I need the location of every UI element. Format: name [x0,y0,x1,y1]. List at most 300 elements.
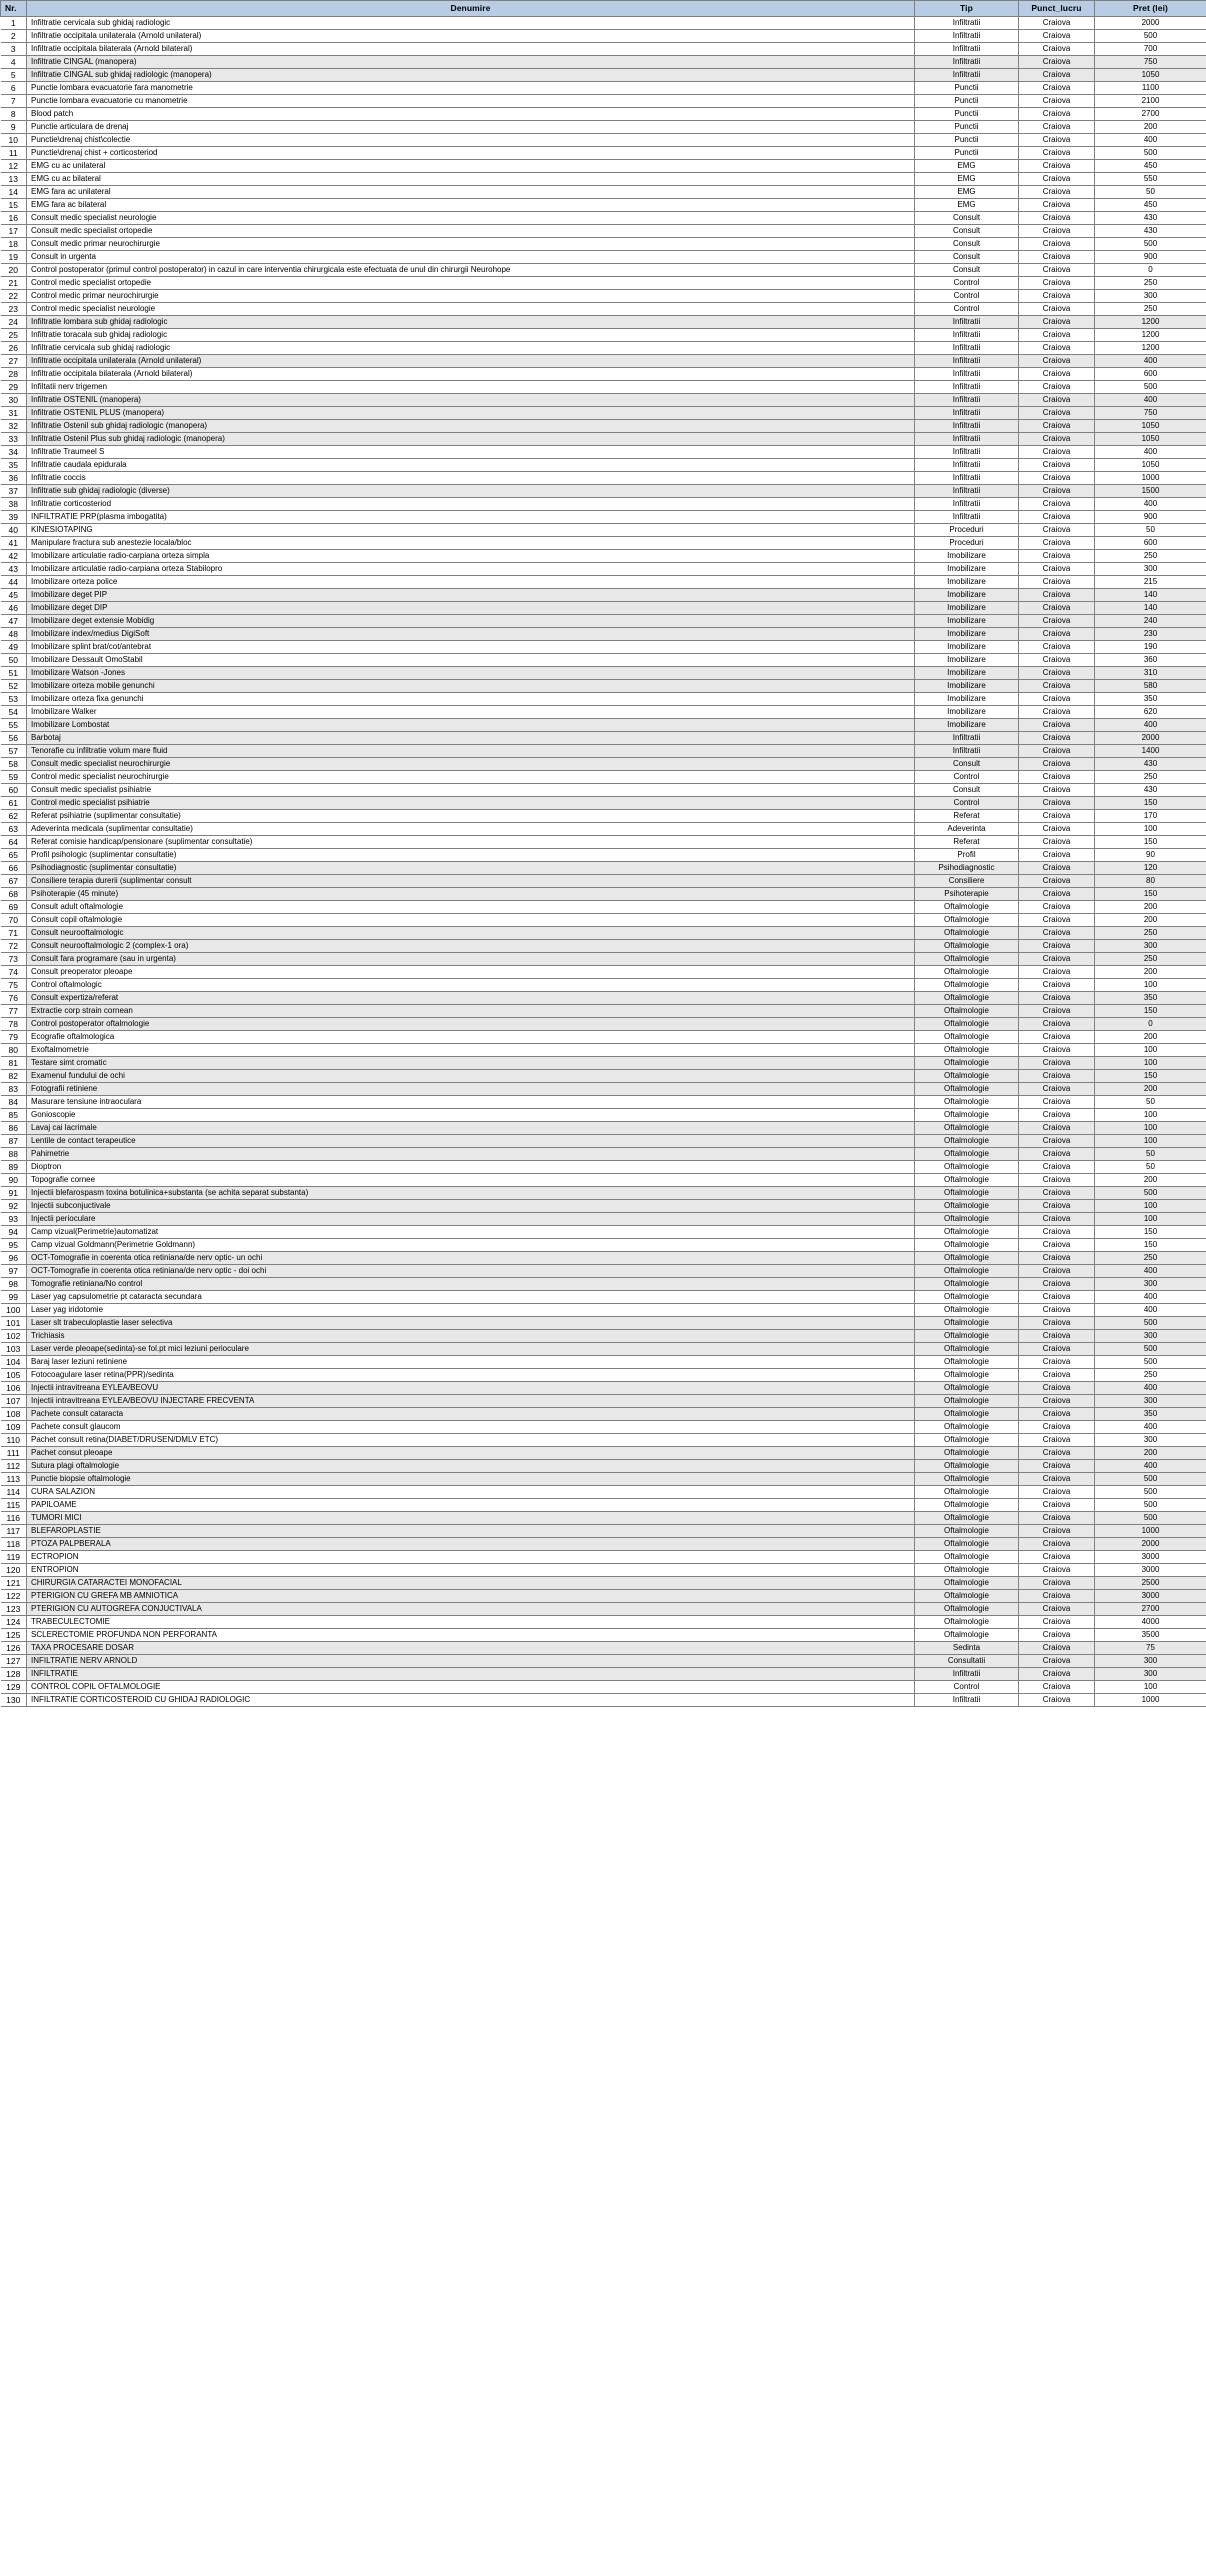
cell-tip: Imobilizare [915,628,1019,641]
cell-pret: 400 [1095,134,1206,147]
cell-tip: Proceduri [915,537,1019,550]
cell-tip: Imobilizare [915,667,1019,680]
cell-punct-lucru: Craiova [1019,1265,1095,1278]
cell-nr: 88 [1,1148,27,1161]
cell-nr: 12 [1,160,27,173]
cell-denumire: Control postoperator oftalmologie [27,1018,915,1031]
cell-nr: 9 [1,121,27,134]
table-row [1,82,1206,95]
cell-nr: 108 [1,1408,27,1421]
table-row [1,615,1206,628]
cell-denumire: Testare simt cromatic [27,1057,915,1070]
cell-denumire: Consult neurooftalmologic [27,927,915,940]
cell-tip: Consult [915,225,1019,238]
cell-tip: Oftalmologie [915,927,1019,940]
table-row [1,979,1206,992]
cell-pret: 580 [1095,680,1206,693]
cell-denumire: Imobilizare deget PIP [27,589,915,602]
cell-nr: 66 [1,862,27,875]
cell-pret: 100 [1095,1681,1206,1694]
table-row [1,485,1206,498]
table-row [1,745,1206,758]
table-row [1,173,1206,186]
cell-pret: 1050 [1095,459,1206,472]
cell-pret: 100 [1095,1122,1206,1135]
cell-pret: 500 [1095,1343,1206,1356]
cell-nr: 48 [1,628,27,641]
cell-denumire: Masurare tensiune intraoculara [27,1096,915,1109]
cell-nr: 43 [1,563,27,576]
cell-denumire: Infiltratie cervicala sub ghidaj radiologic [27,342,915,355]
cell-denumire: Pachet consult retina(DIABET/DRUSEN/DMLV ETC) [27,1434,915,1447]
cell-nr: 10 [1,134,27,147]
cell-punct-lucru: Craiova [1019,1057,1095,1070]
cell-tip: Oftalmologie [915,979,1019,992]
cell-denumire: Infiltratie corticosteriod [27,498,915,511]
table-row [1,1421,1206,1434]
cell-nr: 70 [1,914,27,927]
cell-tip: Consiliere [915,875,1019,888]
cell-pret: 1000 [1095,1694,1206,1707]
cell-tip: Referat [915,810,1019,823]
table-row [1,1018,1206,1031]
cell-tip: Oftalmologie [915,1330,1019,1343]
cell-punct-lucru: Craiova [1019,1382,1095,1395]
cell-punct-lucru: Craiova [1019,1239,1095,1252]
cell-nr: 22 [1,290,27,303]
cell-pret: 450 [1095,199,1206,212]
table-row [1,1031,1206,1044]
cell-nr: 13 [1,173,27,186]
cell-denumire: Pachet consut pleoape [27,1447,915,1460]
cell-pret: 500 [1095,1356,1206,1369]
cell-punct-lucru: Craiova [1019,1642,1095,1655]
cell-nr: 6 [1,82,27,95]
table-row [1,1122,1206,1135]
cell-denumire: Imobilizare deget extensie Mobidig [27,615,915,628]
table-row [1,680,1206,693]
cell-nr: 16 [1,212,27,225]
cell-tip: Oftalmologie [915,1109,1019,1122]
cell-punct-lucru: Craiova [1019,69,1095,82]
table-row [1,1317,1206,1330]
cell-punct-lucru: Craiova [1019,1187,1095,1200]
cell-punct-lucru: Craiova [1019,1109,1095,1122]
cell-tip: Adeverinta [915,823,1019,836]
cell-pret: 200 [1095,901,1206,914]
cell-pret: 50 [1095,1096,1206,1109]
cell-tip: Oftalmologie [915,1551,1019,1564]
table-row [1,1486,1206,1499]
cell-punct-lucru: Craiova [1019,134,1095,147]
cell-pret: 100 [1095,823,1206,836]
cell-denumire: Imobilizare splint brat/cot/antebrat [27,641,915,654]
cell-tip: Oftalmologie [915,1187,1019,1200]
cell-denumire: Imobilizare articulatie radio-carpiana orteza Stabilopro [27,563,915,576]
table-row [1,225,1206,238]
cell-pret: 3000 [1095,1564,1206,1577]
cell-nr: 101 [1,1317,27,1330]
cell-tip: Oftalmologie [915,1226,1019,1239]
cell-denumire: Infiltratie occipitala unilaterala (Arnold unilateral) [27,355,915,368]
table-row [1,602,1206,615]
cell-punct-lucru: Craiova [1019,745,1095,758]
cell-punct-lucru: Craiova [1019,1044,1095,1057]
cell-nr: 130 [1,1694,27,1707]
cell-tip: Oftalmologie [915,1525,1019,1538]
cell-punct-lucru: Craiova [1019,82,1095,95]
cell-nr: 79 [1,1031,27,1044]
cell-nr: 26 [1,342,27,355]
table-body [1,17,1206,1707]
cell-tip: Consultatii [915,1655,1019,1668]
table-row [1,69,1206,82]
cell-denumire: EMG fara ac bilateral [27,199,915,212]
cell-nr: 81 [1,1057,27,1070]
cell-denumire: BLEFAROPLASTIE [27,1525,915,1538]
table-row [1,1525,1206,1538]
cell-punct-lucru: Craiova [1019,1616,1095,1629]
cell-nr: 118 [1,1538,27,1551]
cell-tip: Oftalmologie [915,1005,1019,1018]
cell-pret: 400 [1095,1382,1206,1395]
cell-tip: Infiltratii [915,43,1019,56]
cell-nr: 96 [1,1252,27,1265]
cell-pret: 200 [1095,1031,1206,1044]
cell-nr: 84 [1,1096,27,1109]
table-row [1,1213,1206,1226]
cell-nr: 116 [1,1512,27,1525]
cell-nr: 41 [1,537,27,550]
cell-punct-lucru: Craiova [1019,1226,1095,1239]
cell-punct-lucru: Craiova [1019,498,1095,511]
cell-punct-lucru: Craiova [1019,433,1095,446]
cell-pret: 1100 [1095,82,1206,95]
cell-tip: Infiltratii [915,745,1019,758]
cell-pret: 2100 [1095,95,1206,108]
cell-tip: Oftalmologie [915,1018,1019,1031]
cell-denumire: KINESIOTAPING [27,524,915,537]
cell-denumire: Injectii intravitreana EYLEA/BEOVU [27,1382,915,1395]
cell-tip: Consult [915,264,1019,277]
cell-denumire: Fotocoagulare laser retina(PPR)/sedinta [27,1369,915,1382]
cell-punct-lucru: Craiova [1019,667,1095,680]
cell-pret: 300 [1095,1668,1206,1681]
table-row [1,849,1206,862]
column-header-tip: Tip [915,1,1019,17]
cell-denumire: Pachete consult glaucom [27,1421,915,1434]
cell-pret: 3500 [1095,1629,1206,1642]
cell-denumire: Punctie\drenaj chist + corticosteriod [27,147,915,160]
cell-pret: 500 [1095,30,1206,43]
cell-denumire: Sutura plagi oftalmologie [27,1460,915,1473]
cell-punct-lucru: Craiova [1019,225,1095,238]
cell-denumire: Punctie lombara evacuatorie cu manometrie [27,95,915,108]
cell-pret: 75 [1095,1642,1206,1655]
cell-nr: 106 [1,1382,27,1395]
cell-denumire: Imobilizare deget DIP [27,602,915,615]
cell-nr: 28 [1,368,27,381]
cell-tip: Oftalmologie [915,953,1019,966]
cell-pret: 190 [1095,641,1206,654]
cell-denumire: TRABECULECTOMIE [27,1616,915,1629]
cell-pret: 1050 [1095,420,1206,433]
cell-pret: 900 [1095,511,1206,524]
cell-nr: 57 [1,745,27,758]
cell-denumire: EMG cu ac bilateral [27,173,915,186]
cell-nr: 1 [1,17,27,30]
cell-pret: 750 [1095,56,1206,69]
cell-punct-lucru: Craiova [1019,1486,1095,1499]
cell-tip: EMG [915,173,1019,186]
cell-pret: 1000 [1095,472,1206,485]
table-row [1,1200,1206,1213]
table-row [1,251,1206,264]
table-row [1,1291,1206,1304]
table-row [1,576,1206,589]
table-row [1,888,1206,901]
cell-nr: 129 [1,1681,27,1694]
cell-tip: Oftalmologie [915,1369,1019,1382]
cell-denumire: Injectii intravitreana EYLEA/BEOVU INJECTARE FRECVENTA [27,1395,915,1408]
table-row [1,1603,1206,1616]
table-row [1,966,1206,979]
cell-punct-lucru: Craiova [1019,1629,1095,1642]
cell-tip: Infiltratii [915,420,1019,433]
cell-punct-lucru: Craiova [1019,1525,1095,1538]
cell-tip: Oftalmologie [915,1590,1019,1603]
cell-punct-lucru: Craiova [1019,1668,1095,1681]
cell-denumire: Baraj laser leziuni retiniene [27,1356,915,1369]
cell-punct-lucru: Craiova [1019,1083,1095,1096]
cell-pret: 400 [1095,1304,1206,1317]
cell-denumire: Trichiasis [27,1330,915,1343]
cell-tip: Oftalmologie [915,1278,1019,1291]
cell-tip: Oftalmologie [915,1252,1019,1265]
cell-tip: Imobilizare [915,576,1019,589]
table-row [1,524,1206,537]
cell-nr: 85 [1,1109,27,1122]
cell-nr: 40 [1,524,27,537]
cell-denumire: Imobilizare Watson -Jones [27,667,915,680]
cell-denumire: Consult expertiza/referat [27,992,915,1005]
cell-nr: 120 [1,1564,27,1577]
cell-tip: Oftalmologie [915,940,1019,953]
cell-denumire: Consult medic specialist psihiatrie [27,784,915,797]
cell-pret: 430 [1095,212,1206,225]
cell-tip: Imobilizare [915,693,1019,706]
table-row [1,1369,1206,1382]
table-row [1,1538,1206,1551]
cell-nr: 20 [1,264,27,277]
table-row [1,199,1206,212]
cell-punct-lucru: Craiova [1019,1200,1095,1213]
cell-nr: 27 [1,355,27,368]
cell-denumire: Examenul fundului de ochi [27,1070,915,1083]
cell-tip: Oftalmologie [915,1382,1019,1395]
cell-punct-lucru: Craiova [1019,732,1095,745]
table-row [1,407,1206,420]
cell-punct-lucru: Craiova [1019,147,1095,160]
cell-denumire: PTOZA PALPBERALA [27,1538,915,1551]
cell-nr: 18 [1,238,27,251]
table-row [1,147,1206,160]
cell-pret: 140 [1095,589,1206,602]
cell-denumire: TUMORI MICI [27,1512,915,1525]
cell-denumire: Punctie biopsie oftalmologie [27,1473,915,1486]
cell-punct-lucru: Craiova [1019,1343,1095,1356]
table-row [1,1265,1206,1278]
cell-nr: 5 [1,69,27,82]
cell-punct-lucru: Craiova [1019,355,1095,368]
cell-denumire: Infiltratie coccis [27,472,915,485]
cell-punct-lucru: Craiova [1019,303,1095,316]
cell-tip: Oftalmologie [915,1265,1019,1278]
cell-pret: 100 [1095,1044,1206,1057]
cell-punct-lucru: Craiova [1019,1213,1095,1226]
cell-punct-lucru: Craiova [1019,1031,1095,1044]
cell-punct-lucru: Craiova [1019,810,1095,823]
cell-pret: 400 [1095,446,1206,459]
table-row [1,1044,1206,1057]
cell-punct-lucru: Craiova [1019,1304,1095,1317]
table-row [1,1343,1206,1356]
cell-nr: 93 [1,1213,27,1226]
cell-denumire: Consult preoperator pleoape [27,966,915,979]
cell-pret: 150 [1095,1239,1206,1252]
cell-tip: Oftalmologie [915,1083,1019,1096]
cell-tip: Punctii [915,134,1019,147]
cell-nr: 54 [1,706,27,719]
cell-tip: Oftalmologie [915,1304,1019,1317]
cell-denumire: Punctie lombara evacuatorie fara manometrie [27,82,915,95]
cell-pret: 500 [1095,1486,1206,1499]
cell-tip: Oftalmologie [915,1096,1019,1109]
cell-denumire: CURA SALAZION [27,1486,915,1499]
cell-denumire: Camp vizual Goldmann(Perimetrie Goldmann) [27,1239,915,1252]
table-row [1,940,1206,953]
table-row [1,43,1206,56]
cell-pret: 1050 [1095,69,1206,82]
cell-denumire: Dioptron [27,1161,915,1174]
cell-punct-lucru: Craiova [1019,602,1095,615]
cell-nr: 4 [1,56,27,69]
cell-punct-lucru: Craiova [1019,1330,1095,1343]
table-row [1,1642,1206,1655]
cell-pret: 500 [1095,1512,1206,1525]
cell-tip: Imobilizare [915,550,1019,563]
cell-denumire: OCT-Tomografie in coerenta otica retiniana/de nerv optic- un ochi [27,1252,915,1265]
cell-denumire: Laser slt trabeculoplastie laser selectiva [27,1317,915,1330]
cell-nr: 95 [1,1239,27,1252]
cell-pret: 500 [1095,381,1206,394]
cell-pret: 1400 [1095,745,1206,758]
table-row [1,108,1206,121]
cell-nr: 100 [1,1304,27,1317]
cell-pret: 100 [1095,1200,1206,1213]
table-row [1,303,1206,316]
cell-pret: 500 [1095,1187,1206,1200]
cell-punct-lucru: Craiova [1019,524,1095,537]
cell-punct-lucru: Craiova [1019,407,1095,420]
cell-tip: Control [915,303,1019,316]
cell-tip: Imobilizare [915,641,1019,654]
cell-pret: 300 [1095,1278,1206,1291]
cell-nr: 55 [1,719,27,732]
cell-punct-lucru: Craiova [1019,966,1095,979]
cell-pret: 3000 [1095,1551,1206,1564]
cell-pret: 250 [1095,771,1206,784]
cell-denumire: Infiltratie Ostenil sub ghidaj radiologic (manopera) [27,420,915,433]
cell-punct-lucru: Craiova [1019,251,1095,264]
cell-pret: 750 [1095,407,1206,420]
cell-punct-lucru: Craiova [1019,1161,1095,1174]
cell-pret: 4000 [1095,1616,1206,1629]
cell-denumire: Consult medic specialist ortopedie [27,225,915,238]
cell-tip: Infiltratii [915,355,1019,368]
cell-pret: 200 [1095,914,1206,927]
cell-punct-lucru: Craiova [1019,1148,1095,1161]
cell-denumire: Control medic specialist psihiatrie [27,797,915,810]
cell-punct-lucru: Craiova [1019,927,1095,940]
cell-denumire: Tenorafie cu infiltratie volum mare fluid [27,745,915,758]
cell-tip: Oftalmologie [915,1538,1019,1551]
table-row [1,446,1206,459]
cell-denumire: Camp vizual(Perimetrie)automatizat [27,1226,915,1239]
table-row [1,1330,1206,1343]
cell-denumire: Exoftalmometrie [27,1044,915,1057]
cell-pret: 300 [1095,563,1206,576]
cell-punct-lucru: Craiova [1019,758,1095,771]
cell-tip: Oftalmologie [915,1473,1019,1486]
cell-pret: 500 [1095,1317,1206,1330]
cell-tip: Consult [915,238,1019,251]
cell-nr: 34 [1,446,27,459]
cell-nr: 21 [1,277,27,290]
cell-denumire: Infiltratie occipitala bilaterala (Arnold bilateral) [27,368,915,381]
cell-punct-lucru: Craiova [1019,849,1095,862]
cell-punct-lucru: Craiova [1019,914,1095,927]
cell-nr: 113 [1,1473,27,1486]
cell-nr: 127 [1,1655,27,1668]
cell-nr: 17 [1,225,27,238]
cell-pret: 400 [1095,355,1206,368]
cell-tip: Infiltratii [915,732,1019,745]
cell-nr: 65 [1,849,27,862]
table-row [1,368,1206,381]
cell-pret: 550 [1095,173,1206,186]
cell-tip: Oftalmologie [915,992,1019,1005]
table-row [1,420,1206,433]
table-row [1,628,1206,641]
cell-denumire: Control postoperator (primul control postoperator) in cazul in care interventia chirurgicala este efectuata de unul din chirurgii Neurohope [27,264,915,277]
cell-tip: Control [915,797,1019,810]
cell-tip: Infiltratii [915,394,1019,407]
table-row [1,394,1206,407]
cell-tip: Oftalmologie [915,914,1019,927]
cell-punct-lucru: Craiova [1019,901,1095,914]
cell-punct-lucru: Craiova [1019,771,1095,784]
table-row [1,1499,1206,1512]
table-row [1,875,1206,888]
cell-pret: 230 [1095,628,1206,641]
cell-denumire: Consult in urgenta [27,251,915,264]
cell-punct-lucru: Craiova [1019,1447,1095,1460]
cell-punct-lucru: Craiova [1019,95,1095,108]
table-row [1,901,1206,914]
cell-denumire: Imobilizare orteza fixa genunchi [27,693,915,706]
cell-punct-lucru: Craiova [1019,1122,1095,1135]
